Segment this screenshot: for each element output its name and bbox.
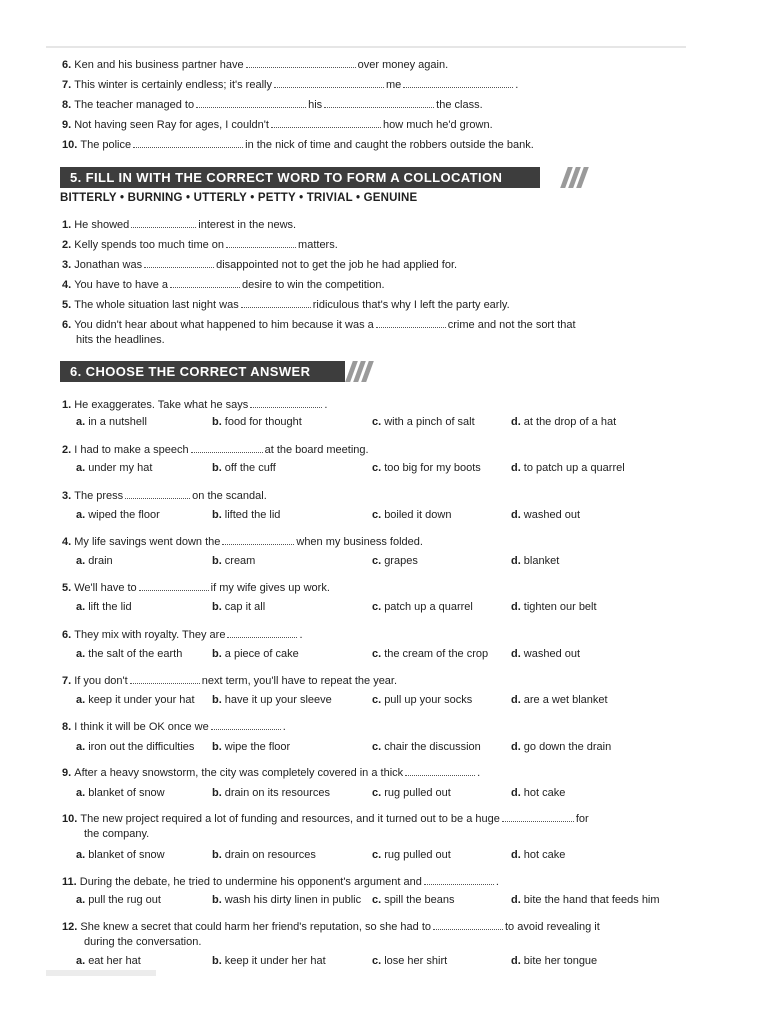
option-letter: c.: [372, 787, 382, 799]
option-text: lift the lid: [88, 601, 132, 613]
option-text: lose her shirt: [384, 955, 448, 967]
question-text: The press: [74, 490, 124, 502]
answer-option[interactable]: [76, 693, 195, 707]
section-5-title: 5. FILL IN WITH THE CORRECT WORD TO FORM A COLLOCATION: [70, 170, 503, 185]
question-line: [62, 138, 534, 152]
option-letter: d.: [511, 555, 521, 567]
question-line: [62, 318, 576, 332]
question-line: [62, 766, 480, 780]
question-line: [62, 58, 448, 72]
option-letter: b.: [212, 555, 222, 567]
question-text: .: [299, 629, 303, 641]
option-text: eat her hat: [88, 955, 141, 967]
option-letter: d.: [511, 849, 521, 861]
option-letter: a.: [76, 462, 86, 474]
option-text: bite her tongue: [523, 955, 598, 967]
option-text: cap it all: [224, 601, 266, 613]
answer-option[interactable]: [372, 647, 488, 661]
option-text: wipe the floor: [224, 741, 291, 753]
option-letter: c.: [372, 601, 382, 613]
section-6-title: 6. CHOOSE THE CORRECT ANSWER: [70, 364, 311, 379]
question-text: After a heavy snowstorm, the city was completely covered in a thick: [74, 767, 404, 779]
answer-option[interactable]: [511, 893, 660, 907]
question-text: ridiculous that's why I left the party early.: [312, 299, 510, 311]
answer-option[interactable]: [511, 415, 616, 429]
option-letter: b.: [212, 894, 222, 906]
answer-blank[interactable]: [227, 628, 297, 638]
question-text: The whole situation last night was: [74, 299, 239, 311]
question-number: 6.: [62, 319, 75, 331]
option-text: have it up your sleeve: [224, 694, 332, 706]
option-text: too big for my boots: [384, 462, 481, 474]
option-letter: a.: [76, 694, 86, 706]
question-text: the class.: [436, 99, 483, 111]
answer-blank[interactable]: [271, 118, 381, 128]
question-text: The police: [80, 139, 132, 151]
question-text: in the nick of time and caught the robbers outside the bank.: [245, 139, 534, 151]
answer-option[interactable]: [511, 647, 580, 661]
question-line: [62, 98, 483, 112]
question-continuation: during the conversation.: [84, 936, 202, 948]
answer-blank[interactable]: [133, 138, 243, 148]
option-letter: d.: [511, 694, 521, 706]
answer-option[interactable]: [511, 848, 565, 862]
question-number: 10.: [62, 139, 81, 151]
option-letter: b.: [212, 955, 222, 967]
answer-option[interactable]: [212, 508, 280, 522]
question-text: He exaggerates. Take what he says: [74, 399, 249, 411]
answer-option[interactable]: [511, 554, 559, 568]
option-text: patch up a quarrel: [384, 601, 473, 613]
answer-option[interactable]: [212, 600, 265, 614]
option-text: off the cuff: [224, 462, 276, 474]
option-letter: a.: [76, 416, 86, 428]
question-line: [62, 238, 338, 252]
answer-option[interactable]: [76, 848, 165, 862]
option-text: the cream of the crop: [384, 648, 489, 660]
question-line: [62, 875, 499, 889]
question-text: disappointed not to get the job he had applied for.: [216, 259, 458, 271]
option-text: with a pinch of salt: [384, 416, 475, 428]
option-text: wash his dirty linen in public: [224, 894, 362, 906]
option-text: tighten our belt: [523, 601, 597, 613]
question-text: Kelly spends too much time on: [74, 239, 225, 251]
option-letter: c.: [372, 741, 382, 753]
option-letter: b.: [212, 416, 222, 428]
question-number: 6.: [62, 629, 75, 641]
option-letter: a.: [76, 787, 86, 799]
option-letter: c.: [372, 694, 382, 706]
answer-option[interactable]: [76, 600, 132, 614]
option-text: a piece of cake: [224, 648, 299, 660]
question-number: 2.: [62, 444, 75, 456]
question-line: [62, 489, 267, 503]
option-letter: b.: [212, 648, 222, 660]
answer-blank[interactable]: [241, 298, 311, 308]
question-line: [76, 333, 165, 347]
question-text: He showed: [74, 219, 130, 231]
question-line: [62, 581, 330, 595]
question-line: [62, 118, 493, 132]
question-line: [62, 720, 286, 734]
answer-option[interactable]: [511, 508, 580, 522]
answer-option[interactable]: [372, 893, 455, 907]
option-text: to patch up a quarrel: [523, 462, 625, 474]
question-number: 4.: [62, 536, 75, 548]
question-text: .: [515, 79, 519, 91]
option-letter: c.: [372, 462, 382, 474]
answer-option[interactable]: [372, 954, 447, 968]
answer-option[interactable]: [76, 647, 182, 661]
question-number: 9.: [62, 767, 75, 779]
question-text: She knew a secret that could harm her friend's reputation, so she had to: [80, 921, 431, 933]
option-text: cream: [224, 555, 256, 567]
answer-option[interactable]: [511, 740, 611, 754]
question-text: .: [495, 876, 499, 888]
question-text: for: [575, 813, 589, 825]
option-letter: a.: [76, 555, 86, 567]
question-text: This winter is certainly endless; it's really: [74, 79, 272, 91]
answer-blank[interactable]: [376, 318, 446, 328]
question-line: [62, 278, 385, 292]
question-text: how much he'd grown.: [382, 119, 493, 131]
question-text: The teacher managed to: [74, 99, 195, 111]
question-line: [62, 812, 589, 826]
question-line: [62, 674, 397, 688]
question-text: Ken and his business partner have: [74, 59, 244, 71]
option-letter: c.: [372, 416, 382, 428]
question-continuation: the company.: [84, 828, 150, 840]
question-text: crime and not the sort that: [447, 319, 576, 331]
answer-option[interactable]: [76, 415, 147, 429]
option-letter: a.: [76, 601, 86, 613]
question-number: 7.: [62, 675, 75, 687]
question-text: on the scandal.: [192, 490, 267, 502]
option-letter: d.: [511, 955, 521, 967]
question-text: .: [324, 399, 328, 411]
question-text: Not having seen Ray for ages, I couldn't: [74, 119, 269, 131]
option-text: pull up your socks: [384, 694, 473, 706]
answer-blank[interactable]: [424, 875, 494, 885]
option-text: blanket: [523, 555, 560, 567]
question-text: They mix with royalty. They are: [74, 629, 226, 641]
answer-blank[interactable]: [274, 78, 384, 88]
answer-blank[interactable]: [196, 98, 306, 108]
question-number: 6.: [62, 59, 75, 71]
option-text: hot cake: [523, 787, 566, 799]
option-text: drain on resources: [224, 849, 316, 861]
question-number: 3.: [62, 259, 75, 271]
answer-option[interactable]: [511, 954, 597, 968]
option-letter: d.: [511, 462, 521, 474]
question-text: when my business folded.: [296, 536, 423, 548]
option-text: iron out the difficulties: [88, 741, 195, 753]
option-letter: a.: [76, 509, 86, 521]
question-number: 11.: [62, 876, 80, 888]
answer-blank[interactable]: [125, 489, 190, 499]
option-letter: c.: [372, 509, 382, 521]
question-text: We'll have to: [74, 582, 137, 594]
question-text: next term, you'll have to repeat the year.: [201, 675, 398, 687]
question-text: hits the headlines.: [76, 334, 165, 346]
answer-option[interactable]: [76, 554, 113, 568]
answer-option[interactable]: [212, 893, 361, 907]
answer-blank[interactable]: [433, 920, 503, 930]
word-bank: BITTERLY • BURNING • UTTERLY • PETTY • TRIVIAL • GENUINE: [60, 192, 418, 204]
option-text: spill the beans: [384, 894, 455, 906]
answer-option[interactable]: [372, 415, 475, 429]
option-text: wiped the floor: [88, 509, 160, 521]
question-text: .: [477, 767, 481, 779]
option-letter: d.: [511, 648, 521, 660]
answer-option[interactable]: [511, 600, 597, 614]
question-text: matters.: [298, 239, 338, 251]
question-line: [62, 535, 423, 549]
answer-option[interactable]: [76, 786, 165, 800]
question-line: [62, 298, 510, 312]
option-letter: c.: [372, 894, 382, 906]
question-number: 1.: [62, 399, 75, 411]
question-text: My life savings went down the: [74, 536, 221, 548]
question-number: 9.: [62, 119, 75, 131]
answer-option[interactable]: [212, 554, 255, 568]
option-text: hot cake: [523, 849, 566, 861]
answer-option[interactable]: [212, 740, 290, 754]
question-number: 5.: [62, 582, 75, 594]
option-text: rug pulled out: [384, 849, 451, 861]
option-letter: b.: [212, 462, 222, 474]
option-text: the salt of the earth: [88, 648, 183, 660]
option-letter: d.: [511, 416, 521, 428]
answer-blank[interactable]: [131, 218, 196, 228]
question-text: You didn't hear about what happened to him because it was a: [74, 319, 374, 331]
question-text: to avoid revealing it: [505, 921, 600, 933]
question-number: 5.: [62, 299, 75, 311]
option-letter: a.: [76, 648, 86, 660]
option-letter: d.: [511, 894, 521, 906]
answer-blank[interactable]: [226, 238, 296, 248]
question-number: 8.: [62, 721, 75, 733]
option-text: lifted the lid: [224, 509, 281, 521]
option-text: under my hat: [88, 462, 153, 474]
option-letter: a.: [76, 741, 86, 753]
answer-option[interactable]: [76, 954, 141, 968]
question-text: During the debate, he tried to undermine his opponent's argument and: [79, 876, 422, 888]
option-text: keep it under your hat: [88, 694, 195, 706]
answer-option[interactable]: [372, 508, 451, 522]
option-letter: b.: [212, 694, 222, 706]
option-text: are a wet blanket: [523, 694, 608, 706]
option-text: blanket of snow: [88, 787, 165, 799]
answer-blank[interactable]: [139, 581, 209, 591]
question-text: me: [385, 79, 402, 91]
option-letter: d.: [511, 601, 521, 613]
option-text: food for thought: [224, 416, 302, 428]
question-text: his: [308, 99, 323, 111]
section-5-heading: [60, 167, 540, 188]
question-text: over money again.: [357, 59, 449, 71]
answer-option[interactable]: [212, 848, 316, 862]
question-text: If you don't: [74, 675, 128, 687]
answer-option[interactable]: [372, 740, 481, 754]
answer-blank[interactable]: [405, 766, 475, 776]
option-letter: a.: [76, 955, 86, 967]
answer-option[interactable]: [372, 600, 473, 614]
page-bottom-edge: [46, 970, 156, 976]
option-text: washed out: [523, 648, 581, 660]
answer-option[interactable]: [212, 693, 332, 707]
heading-stripes-decoration: [347, 361, 377, 382]
question-number: 8.: [62, 99, 75, 111]
question-line: [62, 628, 303, 642]
option-text: chair the discussion: [384, 741, 481, 753]
answer-option[interactable]: [372, 554, 418, 568]
option-text: grapes: [384, 555, 418, 567]
option-letter: c.: [372, 849, 382, 861]
question-text: You have to have a: [74, 279, 169, 291]
answer-option[interactable]: [372, 848, 451, 862]
question-text: desire to win the competition.: [242, 279, 385, 291]
answer-blank[interactable]: [144, 258, 214, 268]
question-number: 2.: [62, 239, 75, 251]
answer-option[interactable]: [372, 693, 472, 707]
answer-blank[interactable]: [222, 535, 294, 545]
answer-option[interactable]: [76, 508, 160, 522]
answer-blank[interactable]: [130, 674, 200, 684]
question-number: 10.: [62, 813, 81, 825]
question-text: if my wife gives up work.: [210, 582, 330, 594]
option-letter: b.: [212, 741, 222, 753]
answer-option[interactable]: [76, 461, 152, 475]
option-text: drain: [88, 555, 113, 567]
question-line: [62, 920, 600, 934]
option-text: at the drop of a hat: [523, 416, 617, 428]
option-letter: c.: [372, 555, 382, 567]
answer-option[interactable]: [511, 786, 565, 800]
question-text: I had to make a speech: [74, 444, 189, 456]
option-text: keep it under her hat: [224, 955, 326, 967]
question-number: 4.: [62, 279, 75, 291]
option-letter: b.: [212, 509, 222, 521]
option-letter: c.: [372, 648, 382, 660]
option-text: bite the hand that feeds him: [523, 894, 660, 906]
answer-blank[interactable]: [246, 58, 356, 68]
option-text: pull the rug out: [88, 894, 161, 906]
question-text: at the board meeting.: [264, 444, 369, 456]
option-text: drain on its resources: [224, 787, 330, 799]
question-text: I think it will be OK once we: [74, 721, 209, 733]
question-line: [62, 443, 369, 457]
answer-blank[interactable]: [502, 812, 574, 822]
answer-blank[interactable]: [211, 720, 281, 730]
answer-blank[interactable]: [191, 443, 263, 453]
answer-option[interactable]: [212, 647, 299, 661]
question-line: [62, 398, 327, 412]
answer-option[interactable]: [511, 693, 608, 707]
question-text: The new project required a lot of funding and resources, and it turned out to be a huge: [80, 813, 500, 825]
question-text: interest in the news.: [198, 219, 297, 231]
option-text: rug pulled out: [384, 787, 451, 799]
option-letter: d.: [511, 741, 521, 753]
option-text: boiled it down: [384, 509, 452, 521]
option-text: go down the drain: [523, 741, 612, 753]
page-top-edge: [46, 46, 686, 48]
option-letter: d.: [511, 787, 521, 799]
answer-blank[interactable]: [403, 78, 513, 88]
question-number: 3.: [62, 490, 75, 502]
question-number: 7.: [62, 79, 75, 91]
answer-option[interactable]: [212, 461, 276, 475]
option-text: in a nutshell: [88, 416, 147, 428]
option-letter: b.: [212, 787, 222, 799]
answer-option[interactable]: [212, 954, 326, 968]
option-letter: c.: [372, 955, 382, 967]
option-letter: a.: [76, 849, 86, 861]
option-text: blanket of snow: [88, 849, 165, 861]
question-line: [62, 258, 457, 272]
answer-blank[interactable]: [250, 398, 322, 408]
question-number: 1.: [62, 219, 75, 231]
answer-option[interactable]: [372, 786, 451, 800]
section-6-heading: [60, 361, 345, 382]
question-line: [62, 218, 296, 232]
answer-option[interactable]: [212, 415, 302, 429]
answer-option[interactable]: [212, 786, 330, 800]
option-letter: d.: [511, 509, 521, 521]
answer-option[interactable]: [372, 461, 481, 475]
option-letter: a.: [76, 894, 86, 906]
option-text: washed out: [523, 509, 581, 521]
heading-stripes-decoration: [562, 167, 592, 188]
option-letter: b.: [212, 601, 222, 613]
answer-option[interactable]: [76, 740, 194, 754]
answer-option[interactable]: [76, 893, 161, 907]
option-letter: b.: [212, 849, 222, 861]
question-text: Jonathan was: [74, 259, 143, 271]
question-text: .: [282, 721, 286, 733]
answer-option[interactable]: [511, 461, 625, 475]
question-number: 12.: [62, 921, 81, 933]
question-line: [62, 78, 518, 92]
answer-blank[interactable]: [324, 98, 434, 108]
answer-blank[interactable]: [170, 278, 240, 288]
